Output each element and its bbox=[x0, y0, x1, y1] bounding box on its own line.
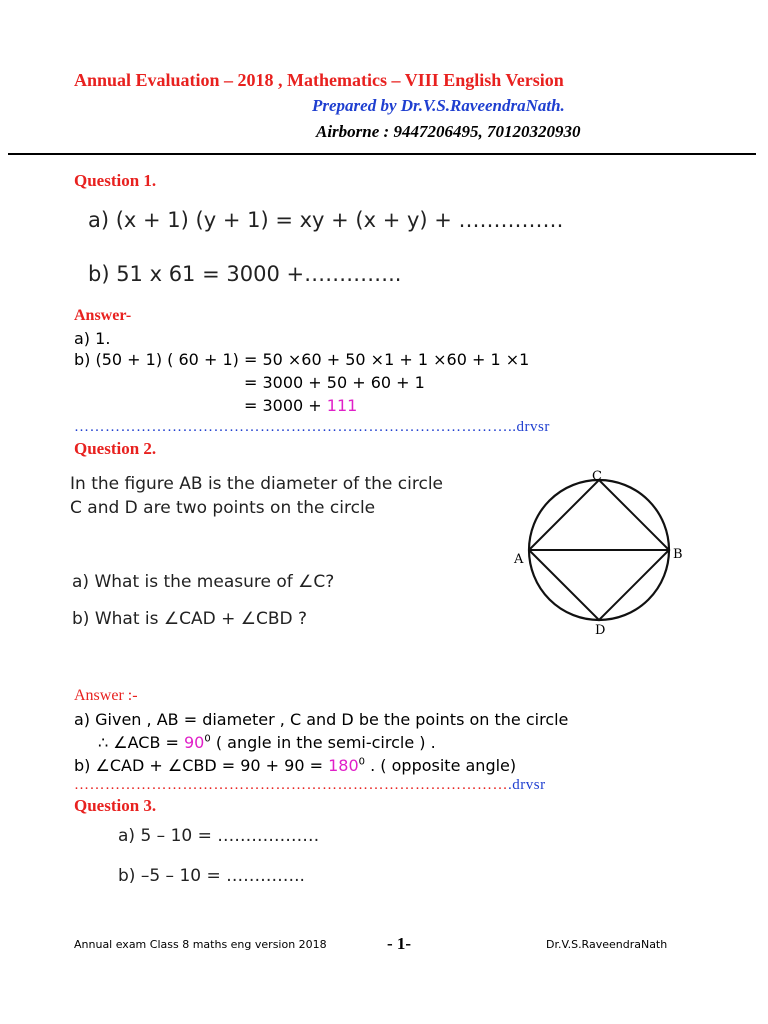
contact-line: Airborne : 9447206495, 70120320930 bbox=[316, 122, 581, 141]
question-2-answer-a-line1: a) Given , AB = diameter , C and D be the points on the circle bbox=[74, 710, 569, 729]
answer-suffix: ( angle in the semi-circle ) . bbox=[210, 733, 436, 752]
separator-dots: ………………………………………………………………………… bbox=[74, 777, 508, 793]
question-3-part-b: b) –5 – 10 = ………….. bbox=[118, 866, 305, 886]
question-1-answer-a: a) 1. bbox=[74, 329, 111, 348]
separator-2 bbox=[74, 777, 546, 794]
question-3-heading: Question 3. bbox=[74, 796, 157, 815]
answer-value: 180 bbox=[328, 756, 359, 775]
prepared-by: Prepared by Dr.V.S.RaveendraNath. bbox=[312, 96, 565, 115]
answer-prefix: ∴ ∠ACB = bbox=[98, 733, 184, 752]
question-2-answer-a-line2 bbox=[98, 733, 436, 752]
question-3-part-a: a) 5 – 10 = ……………… bbox=[118, 826, 320, 846]
question-1-part-b: b) 51 x 61 = 3000 +………….. bbox=[88, 262, 402, 286]
document-title: Annual Evaluation – 2018 , Mathematics – VIII English Version bbox=[74, 70, 564, 90]
separator-dots: ………………………………………………………………………….. bbox=[74, 419, 517, 435]
answer-prefix: b) ∠CAD + ∠CBD = 90 + 90 = bbox=[74, 756, 329, 775]
label-d: D bbox=[595, 623, 606, 638]
signature: drvsr bbox=[516, 419, 550, 435]
answer-prefix: = 3000 + bbox=[244, 396, 327, 415]
degree-sup: 0 bbox=[204, 733, 211, 745]
question-2-heading: Question 2. bbox=[74, 439, 157, 458]
header-divider bbox=[8, 153, 756, 155]
question-1-answer-b-line3 bbox=[244, 396, 357, 415]
answer-value: 111 bbox=[326, 396, 358, 415]
question-1-answer-b-line2: = 3000 + 50 + 60 + 1 bbox=[244, 373, 425, 392]
footer-right: Dr.V.S.RaveendraNath bbox=[546, 938, 668, 951]
signature: .drvsr bbox=[508, 777, 546, 793]
answer-suffix: . ( opposite angle) bbox=[365, 756, 517, 775]
label-b: B bbox=[673, 547, 683, 562]
question-1-answer-heading: Answer- bbox=[74, 307, 132, 324]
question-2-answer-heading: Answer :- bbox=[74, 687, 138, 704]
label-c: C bbox=[592, 469, 602, 484]
question-2-line2: C and D are two points on the circle bbox=[70, 498, 376, 518]
question-2-line1: In the figure AB is the diameter of the circle bbox=[70, 474, 444, 494]
circle-figure bbox=[505, 468, 700, 643]
answer-value: 90 bbox=[184, 733, 205, 752]
footer-left: Annual exam Class 8 maths eng version 2018 bbox=[74, 938, 327, 951]
question-1-heading: Question 1. bbox=[74, 171, 157, 190]
question-2-part-b: b) What is ∠CAD + ∠CBD ? bbox=[72, 609, 308, 629]
question-2-part-a: a) What is the measure of ∠C? bbox=[72, 572, 335, 592]
question-2-answer-b bbox=[74, 756, 516, 775]
page-number: - 1- bbox=[387, 934, 412, 953]
separator-1 bbox=[74, 419, 550, 436]
question-1-part-a: a) (x + 1) (y + 1) = xy + (x + y) + …………… bbox=[88, 208, 564, 232]
label-a: A bbox=[514, 552, 524, 567]
question-1-answer-b-line1: b) (50 + 1) ( 60 + 1) = 50 ⨯60 + 50 ⨯1 + 1 ⨯60 + 1 ⨯1 bbox=[74, 350, 530, 369]
degree-sup: 0 bbox=[358, 756, 366, 768]
